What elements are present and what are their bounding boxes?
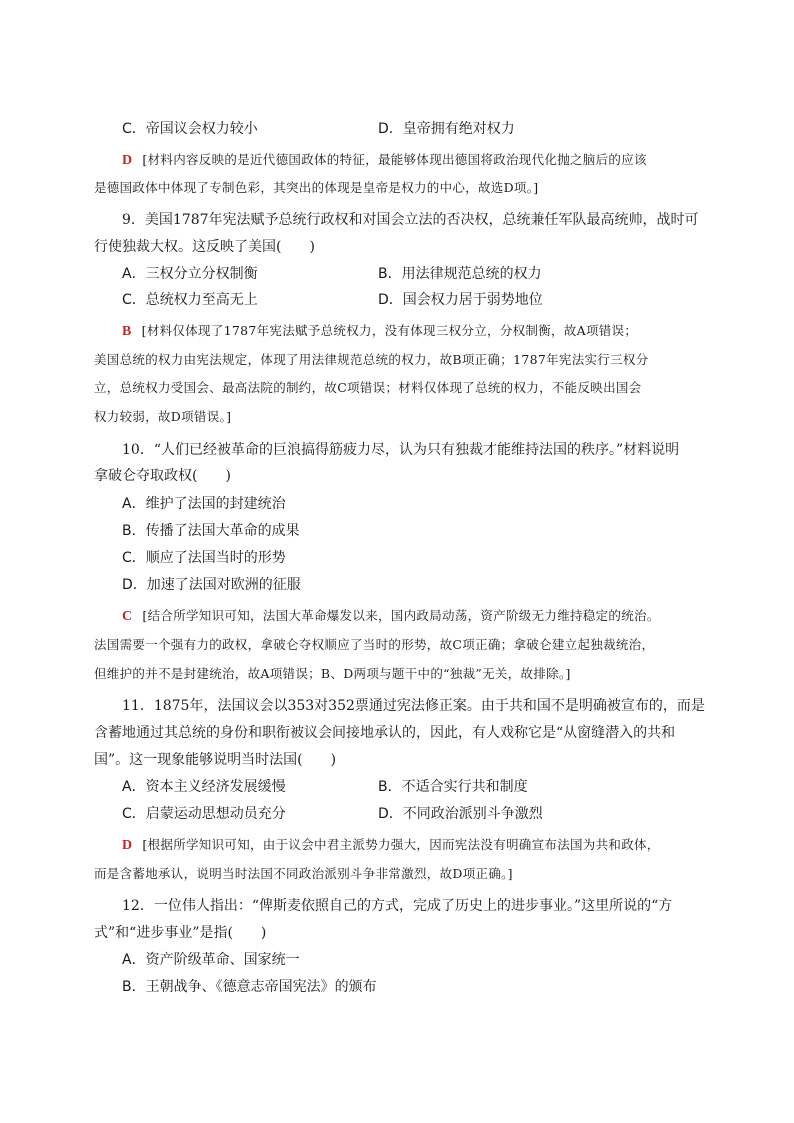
answer-line: 法国需要一个强有力的政权，拿破仑夺权顺应了当时的形势，故C项正确；拿破仑建立起独裁统治， (94, 637, 655, 652)
answer-line: 立，总统权力受国会、最高法院的制约，故C项错误；材料仅体现了总统的权力，不能反映出国会 (94, 380, 642, 395)
answer-line: [材料内容反映的是近代德国政体的特征，最能够体现出德国将政治现代化抛之脑后的应该 (142, 152, 647, 167)
option-9b: B．用法律规范总统的权力 (378, 266, 542, 282)
option-8c: C．帝国议会权力较小 (122, 121, 258, 137)
option-12b: B．王朝战争、《德意志帝国宪法》的颁布 (122, 979, 377, 995)
answer-letter-8: D (122, 153, 133, 168)
option-9c: C．总统权力至高无上 (122, 292, 258, 308)
question-12-stem: 12．一位伟人指出：“俾斯麦依照自己的方式，完成了历史上的进步事业。”这里所说的“方 (122, 898, 673, 914)
answer-line: 是德国政体中体现了专制色彩，其突出的体现是皇帝是权力的中心，故选D项。] (94, 180, 539, 195)
answer-line: 美国总统的权力由宪法规定，体现了用法律规范总统的权力，故B项正确；1787年宪法实行三权分 (94, 352, 649, 367)
answer-line: 但维护的并不是封建统治，故A项错误；B、D两项与题干中的“独裁”无关，故排除。] (94, 666, 571, 681)
answer-letter-9: B (122, 324, 132, 339)
option-11d: D．不同政治派别斗争激烈 (378, 806, 543, 822)
answer-letter-11: D (122, 838, 133, 853)
option-9a: A．三权分立分权制衡 (122, 266, 258, 282)
question-12-stem: 式”和“进步事业”是指( ) (94, 925, 267, 941)
answer-8 (122, 150, 647, 171)
option-10d: D．加速了法国对欧洲的征服 (122, 577, 301, 593)
question-11-stem: 11．1875年，法国议会以353对352票通过宪法修正案。由于共和国不是明确被宣布的，而是 (122, 698, 705, 714)
question-11-stem: 国”。这一现象能够说明当时法国( ) (94, 752, 337, 768)
option-9d: D．国会权力居于弱势地位 (378, 292, 543, 308)
question-9-stem: 行使独裁大权。这反映了美国( ) (94, 239, 315, 255)
answer-9 (122, 321, 637, 342)
option-10a: A．维护了法国的封建统治 (122, 496, 286, 512)
answer-11 (122, 835, 660, 856)
option-8d: D．皇帝拥有绝对权力 (378, 121, 515, 137)
answer-10 (122, 606, 660, 627)
answer-line: 而是含蓄地承认，说明当时法国不同政治派别斗争非常激烈，故D项正确。] (94, 866, 513, 881)
answer-line: [材料仅体现了1787年宪法赋予总统权力，没有体现三权分立，分权制衡，故A项错误； (141, 323, 638, 338)
question-10-stem: 10．“人们已经被革命的巨浪搞得筋疲力尽，认为只有独裁才能维持法国的秩序。”材料说明 (122, 442, 680, 458)
question-10-stem: 拿破仑夺取政权( ) (94, 468, 231, 484)
question-11-stem: 含蓄地通过其总统的身份和职衔被议会间接地承认的，因此，有人戏称它是“从窗缝潜入的共和 (94, 725, 676, 741)
answer-line: 权力较弱，故D项错误。] (94, 409, 232, 424)
answer-letter-10: C (122, 609, 133, 624)
option-11a: A．资本主义经济发展缓慢 (122, 779, 286, 795)
option-11c: C．启蒙运动思想动员充分 (122, 806, 286, 822)
answer-line: [根据所学知识可知，由于议会中君主派势力强大，因而宪法没有明确宣布法国为共和政体， (142, 837, 660, 852)
option-12a: A．资产阶级革命、国家统一 (122, 952, 300, 968)
question-9-stem: 9．美国1787年宪法赋予总统行政权和对国会立法的否决权，总统兼任军队最高统帅，战时可 (122, 212, 699, 228)
option-10c: C．顺应了法国当时的形势 (122, 550, 286, 566)
option-10b: B．传播了法国大革命的成果 (122, 523, 300, 539)
answer-line: [结合所学知识可知，法国大革命爆发以来，国内政局动荡，资产阶级无力维持稳定的统治。 (142, 608, 660, 623)
option-11b: B．不适合实行共和制度 (378, 779, 528, 795)
